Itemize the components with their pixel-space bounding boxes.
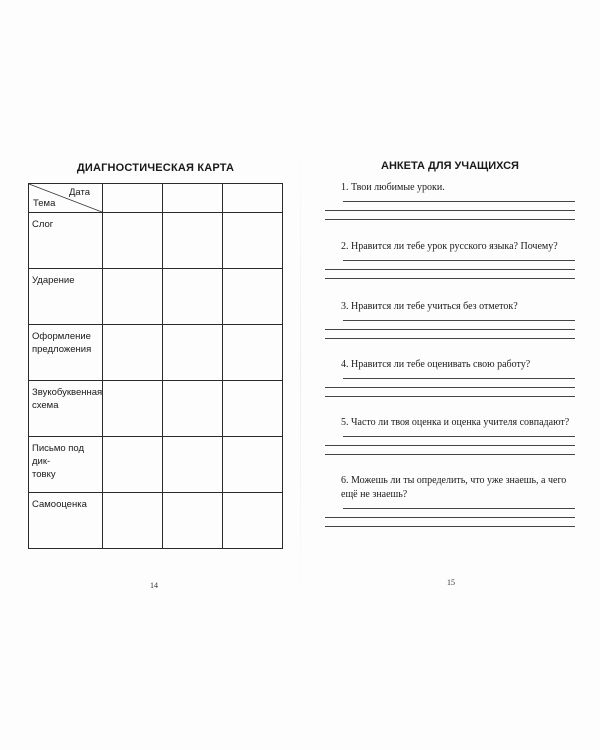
table-row [29, 325, 283, 381]
row-label: Оформление предложения [32, 331, 92, 355]
table-cell [103, 184, 163, 213]
questionnaire-title: АНКЕТА ДЛЯ УЧАЩИХСЯ [381, 160, 519, 172]
answer-line [325, 445, 575, 446]
answer-line [325, 517, 575, 518]
answer-line [343, 320, 575, 321]
answer-line [343, 378, 575, 379]
table-cell [223, 213, 283, 269]
answer-line [325, 454, 575, 455]
question-text: 1. Твои любимые уроки. [341, 182, 445, 193]
row-label: Самооценка [32, 499, 87, 510]
book-gutter [300, 130, 301, 610]
question-text: 2. Нравится ли тебе урок русского языка? Почему? [341, 241, 558, 252]
answer-line [343, 508, 575, 509]
table-row [29, 437, 283, 493]
table-cell [103, 381, 163, 437]
row-label-cell [29, 213, 103, 269]
header-date-label: Дата [68, 187, 90, 198]
question-text: 5. Часто ли твоя оценка и оценка учителя совпадают? [341, 417, 570, 428]
table-row [29, 213, 283, 269]
row-label-cell [29, 269, 103, 325]
table-cell [103, 269, 163, 325]
table-row [29, 269, 283, 325]
row-label-cell [29, 493, 103, 549]
diagnostic-card-title: ДИАГНОСТИЧЕСКАЯ КАРТА [76, 162, 235, 174]
answer-line [343, 260, 575, 261]
table-header-row [29, 184, 283, 213]
diagonal-header-cell [29, 184, 103, 213]
page-number-right: 15 [447, 578, 455, 587]
table-cell [163, 269, 223, 325]
answer-line [325, 219, 575, 220]
table-cell [223, 325, 283, 381]
page-number-left: 14 [150, 581, 158, 590]
table-cell [103, 493, 163, 549]
answer-line [325, 269, 575, 270]
row-label-cell [29, 325, 103, 381]
question-text: 3. Нравится ли тебе учиться без отметок? [341, 301, 518, 312]
question-text: 4. Нравится ли тебе оценивать свою работу? [341, 359, 531, 370]
table-cell [163, 213, 223, 269]
row-label: Ударение [32, 275, 75, 286]
diagnostic-table [28, 183, 283, 549]
question-1 [325, 181, 575, 220]
question-5 [325, 416, 575, 455]
row-label-cell [29, 381, 103, 437]
table-cell [223, 493, 283, 549]
answer-line [343, 201, 575, 202]
table-cell [163, 437, 223, 493]
answer-line [325, 526, 575, 527]
table-cell [223, 381, 283, 437]
table-cell [103, 325, 163, 381]
row-label-cell [29, 437, 103, 493]
answer-line [325, 210, 575, 211]
table-cell [163, 184, 223, 213]
answer-line [325, 396, 575, 397]
table-cell [163, 493, 223, 549]
table-cell [223, 437, 283, 493]
table-row [29, 381, 283, 437]
question-2 [325, 240, 575, 279]
table-cell [163, 325, 223, 381]
row-label: Слог [32, 219, 54, 230]
question-text: 6. Можешь ли ты определить, что уже знаешь, а чего ещё не знаешь? [341, 475, 567, 500]
header-topic-label: Тема [33, 198, 56, 209]
table-cell [223, 269, 283, 325]
answer-line [325, 338, 575, 339]
question-3 [325, 300, 575, 339]
table-cell [103, 213, 163, 269]
row-label: Звукобуквенная схема [32, 387, 103, 411]
table-row [29, 493, 283, 549]
table-cell [163, 381, 223, 437]
row-label: Письмо под дик- товку [32, 443, 85, 480]
answer-line [325, 387, 575, 388]
question-6 [325, 474, 575, 527]
table-cell [223, 184, 283, 213]
answer-line [343, 436, 575, 437]
answer-line [325, 278, 575, 279]
answer-line [325, 329, 575, 330]
question-4 [325, 358, 575, 397]
table-cell [103, 437, 163, 493]
